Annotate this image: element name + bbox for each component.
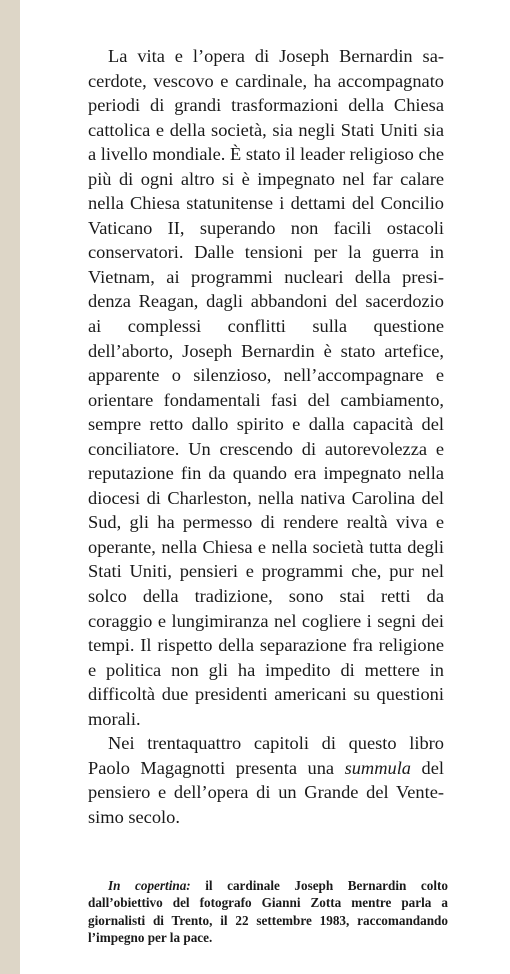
cover-caption-label: In copertina: (108, 878, 191, 893)
paragraph-2-start: Nei trentaquattro capitoli di questo libro Paolo Magagnotti presenta una (88, 733, 444, 778)
book-spine-strip (0, 0, 20, 974)
paragraph-2-emphasis: summula (344, 757, 411, 778)
paragraph-2-end: del pensiero e dell’opera di un Grande del Ventesimo secolo. (88, 757, 444, 827)
cover-caption (88, 877, 448, 946)
paragraph-2 (88, 731, 444, 829)
paragraph-1: La vita e l’opera di Joseph Bernardin sacerdote, vescovo e cardinale, ha accompagnato periodi di grandi trasformazioni della Chiesa cattolica e della società, sia negli Stati Uniti sia a livello mondiale. È stato il leader religioso che più di ogni altro si è impegnato nel far calare nella Chiesa statunitense i dettami del Concilio Vaticano II, superando non facili ostacoli conservatori. Dalle tensioni per la guerra in Vietnam, ai programmi nucleari della presidenza Reagan, dagli abbandoni del sacerdozio ai complessi conflitti sulla questione dell’aborto, Joseph Bernardin è stato artefice, apparente o silenzioso, nell’accompagnare e orientare fondamentali fasi del cambiamento, sempre retto dallo spirito e dalla capacità del conciliatore. Un crescendo di autorevolezza e reputazione fin da quando era impegnato nella diocesi di Charleston, nella nativa Carolina del Sud, gli ha permesso di rendere realtà viva e operante, nella Chiesa e nella società tutta degli Stati Uniti, pensieri e programmi che, pur nel solco della tradizione, sono stai retti da coraggio e lungimiranza nel cogliere i segni dei tempi. Il rispetto della separazione fra religione e politica non gli ha impedito di mettere in difficoltà due presidenti americani su questioni morali. (88, 46, 444, 729)
cover-caption-text: il cardinale Joseph Bernardin colto dall’obiettivo del fotografo Gianni Zotta mentre parla a giornalisti di Trento, il 22 settembre 1983, raccomandando l’impegno per la pace. (88, 878, 449, 945)
back-cover-text (88, 44, 444, 830)
